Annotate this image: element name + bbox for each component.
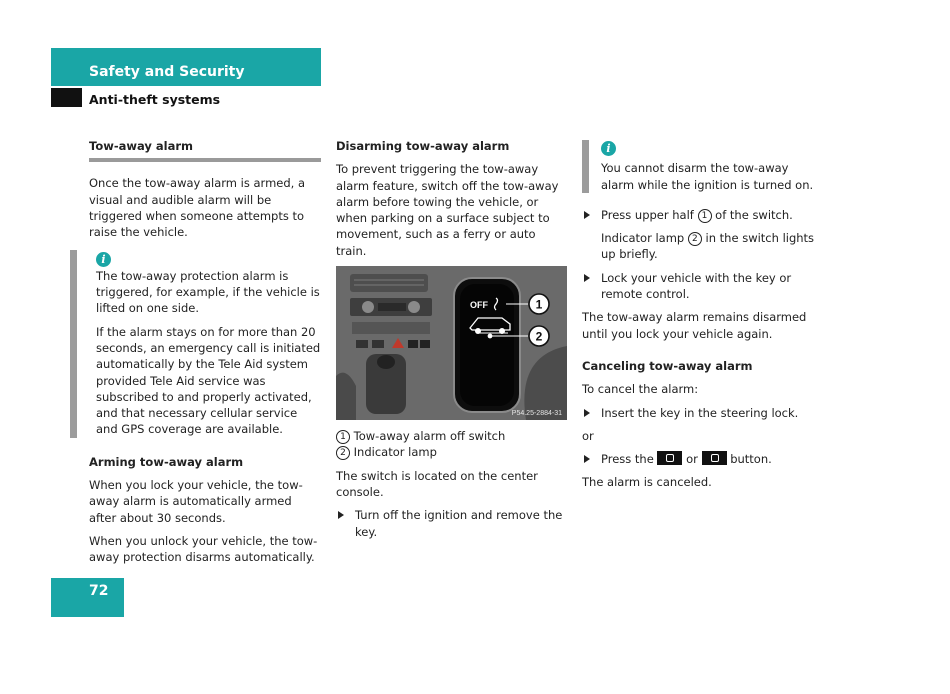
canceling-heading: Canceling tow-away alarm	[582, 358, 753, 373]
column-3	[582, 138, 818, 498]
indicator-lamp-dot	[488, 334, 493, 339]
callout-2-number: 2	[535, 329, 543, 344]
tow-away-heading: Tow-away alarm	[89, 139, 194, 153]
info-box-2	[582, 140, 818, 193]
location-paragraph: The switch is located on the center console.	[336, 468, 538, 499]
bullet-press-upper: Press upper half 1 of the switch.	[582, 207, 818, 223]
section-title: Safety and Security	[89, 64, 245, 80]
arming-paragraph-1: When you lock your vehicle, the tow-away alarm is automatically armed after about 30 seconds.	[89, 478, 303, 525]
info-paragraph-1: The tow-away protection alarm is triggered, for example, if the vehicle is lifted on one side.	[96, 268, 320, 316]
cancel-intro: To cancel the alarm:	[582, 382, 699, 397]
column-1	[89, 138, 321, 573]
disarming-intro: To prevent triggering the tow-away alarm feature, switch off the tow-away alarm before towing the vehicle, or when parking on a surface subject to movement, such as a ferry or auto train.	[336, 162, 559, 258]
info-paragraph-2: If the alarm stays on for more than 20 seconds, an emergency call is initiated automatically by the Tele Aid system provided Tele Aid service was subscribed to and properly activated, and that necessary cellular service and GPS coverage are available.	[96, 324, 321, 437]
canceled-paragraph: The alarm is canceled.	[582, 475, 712, 490]
bullet-ignition: Turn off the ignition and remove the key.	[336, 507, 568, 540]
subsection-title: Anti-theft systems	[89, 92, 221, 107]
arming-paragraph-2: When you unlock your vehicle, the tow-away protection disarms automatically.	[89, 533, 318, 565]
figure-code: P54.25-2884-31	[511, 410, 562, 418]
bullet-press-button: Press the or button.	[582, 451, 818, 467]
subtitle-marker	[51, 88, 82, 107]
indicator-lamp-note: Indicator lamp 2 in the switch lights up briefly.	[601, 231, 815, 262]
arming-heading: Arming tow-away alarm	[89, 454, 244, 469]
console-photo	[336, 266, 567, 420]
or-text: or	[582, 428, 594, 443]
page-number-box	[51, 578, 124, 617]
info-box	[70, 250, 321, 437]
intro-paragraph: Once the tow-away alarm is armed, a visual and audible alarm will be triggered when someone attempts to raise the vehicle.	[89, 176, 306, 240]
legend-item-1: 1 Tow-away alarm off switch	[336, 428, 568, 444]
off-label: OFF	[470, 300, 488, 311]
callout-1-number: 1	[535, 297, 543, 312]
info-icon: i	[601, 141, 616, 156]
bullet-lock-vehicle: Lock your vehicle with the key or remote control.	[582, 270, 818, 303]
info-icon: i	[96, 252, 111, 267]
remains-paragraph: The tow-away alarm remains disarmed until you lock your vehicle again.	[582, 310, 807, 341]
bullet-insert-key: Insert the key in the steering lock.	[582, 405, 818, 421]
disarming-heading: Disarming tow-away alarm	[336, 139, 510, 153]
page-number: 72	[89, 583, 109, 599]
lock-button-icon	[702, 451, 727, 465]
column-2	[336, 138, 568, 540]
info-text: You cannot disarm the tow-away alarm while the ignition is turned on.	[601, 161, 814, 192]
unlock-button-icon	[657, 451, 682, 465]
console-illustration	[336, 266, 567, 420]
legend-item-2: 2 Indicator lamp	[336, 444, 568, 460]
heading-rule	[89, 158, 321, 162]
